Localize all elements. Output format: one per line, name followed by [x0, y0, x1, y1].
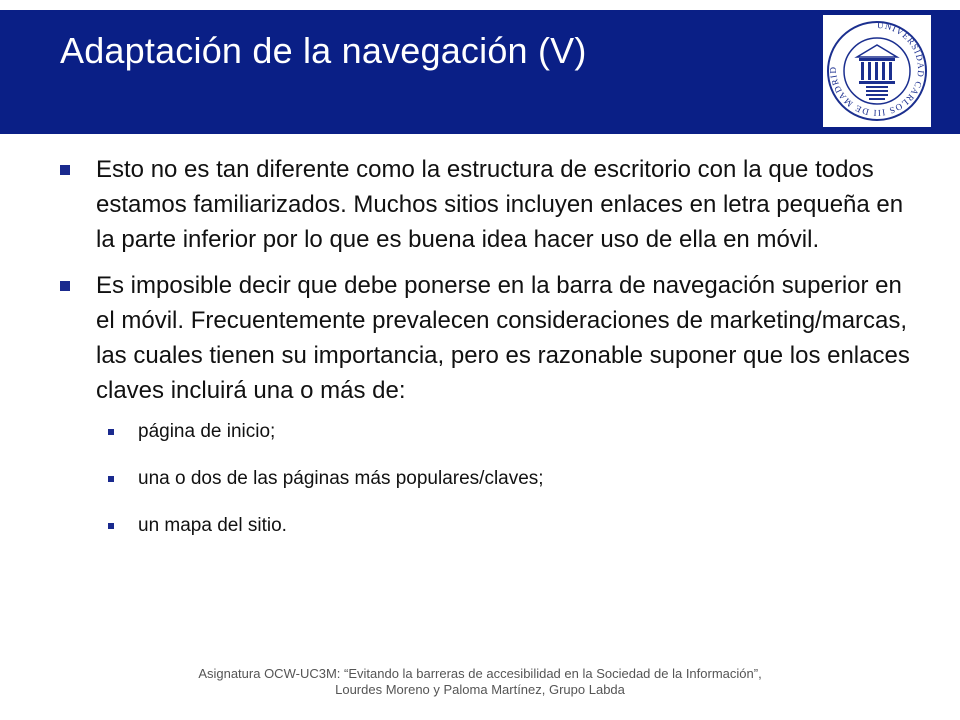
- square-bullet-icon: [108, 523, 114, 529]
- university-logo: [823, 15, 931, 127]
- slide-title: Adaptación de la navegación (V): [60, 30, 587, 71]
- bullet-item: [58, 268, 918, 408]
- sub-bullet-text: un mapa del sitio.: [138, 515, 287, 536]
- sub-bullet-item: [108, 466, 918, 492]
- footer-line-authors: Lourdes Moreno y Paloma Martínez, Grupo Labda: [335, 682, 625, 697]
- logo-text: UNIVERSIDAD CARLOS III DE MADRID: [827, 19, 927, 119]
- header-bar: [0, 10, 960, 134]
- bullet-item: [58, 152, 918, 257]
- bullet-text: Es imposible decir que debe ponerse en la barra de navegación superior en el móvil. Frecuentemente prevalecen consideraciones de marketing/marcas, las cuales tienen su importancia, pero es razonable suponer que los enlaces claves incluirá una o más de:: [96, 272, 910, 404]
- sub-bullet-list: [58, 419, 918, 539]
- square-bullet-icon: [60, 165, 70, 175]
- slide-body: [58, 152, 918, 560]
- sub-bullet-item: [108, 513, 918, 539]
- university-seal-icon: [823, 15, 931, 127]
- square-bullet-icon: [108, 429, 114, 435]
- slide-footer: [0, 666, 960, 698]
- sub-bullet-text: página de inicio;: [138, 421, 276, 442]
- square-bullet-icon: [108, 476, 114, 482]
- footer-line-course: Asignatura OCW-UC3M: “Evitando la barreras de accesibilidad en la Sociedad de la Información”,: [198, 666, 762, 681]
- sub-bullet-item: [108, 419, 918, 445]
- square-bullet-icon: [60, 281, 70, 291]
- sub-bullet-text: una o dos de las páginas más populares/claves;: [138, 468, 544, 489]
- bullet-text: Esto no es tan diferente como la estructura de escritorio con la que todos estamos familiarizados. Muchos sitios incluyen enlaces en letra pequeña en la parte inferior por lo que es buena idea hacer uso de ella en móvil.: [96, 156, 904, 253]
